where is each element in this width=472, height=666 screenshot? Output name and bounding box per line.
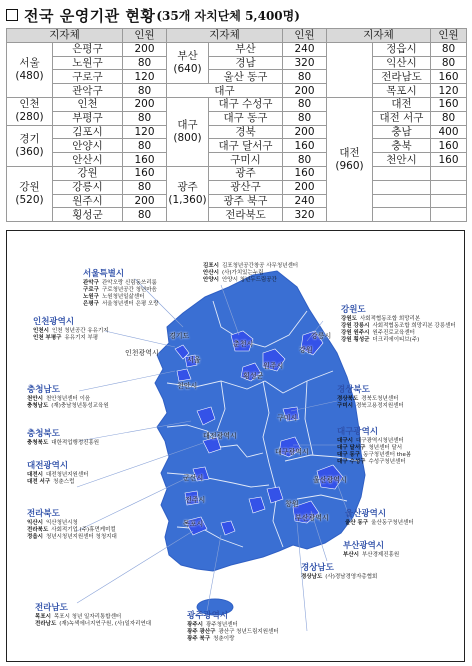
district-count: 80: [123, 208, 167, 222]
district-name: 김포시: [53, 125, 123, 139]
row-org: 원주진로교육센터: [372, 330, 415, 336]
row-org: 사회적협동조합 희망리본: [359, 316, 421, 322]
district-name: [373, 166, 431, 180]
district-name: 부산: [209, 42, 283, 56]
row-org: 대전청년지원센터: [45, 472, 89, 478]
district-count: 80: [431, 42, 467, 56]
region-row: [83, 301, 233, 308]
district-count: 80: [123, 56, 167, 70]
title-sub: (35개 자치단체 5,400명): [156, 8, 300, 23]
district-count: 80: [123, 111, 167, 125]
district-name: 대전: [373, 97, 431, 111]
region-row: [27, 534, 177, 541]
table-row: [7, 125, 467, 139]
table-row: [7, 208, 467, 222]
row-org: 관악오랑 신림동쓰리룸: [101, 280, 157, 286]
region-row: [83, 280, 233, 287]
table-row: [7, 70, 467, 84]
district-name: 전라남도: [373, 70, 431, 84]
district-count: 240: [283, 194, 327, 208]
region-group-chungnam: [27, 383, 177, 410]
region-row: [337, 396, 465, 403]
row-org: 청년시청년지원센터 청청지대: [45, 534, 117, 540]
district-count: 400: [431, 125, 467, 139]
row-district: 천안시: [27, 396, 43, 402]
district-name: 원주시: [53, 194, 123, 208]
row-org: 대한적업행정진흥원: [51, 440, 100, 446]
region-busan: 부산 (640): [167, 42, 209, 83]
empty-cell: [431, 208, 467, 222]
row-org: 서울청년센터 은평 오랑: [101, 301, 159, 307]
region-name: 울산광역시: [345, 509, 387, 519]
region-name: 인천광역시: [33, 317, 75, 327]
district-count: 120: [123, 70, 167, 84]
pin-mokpo: 목포시: [183, 520, 204, 528]
district-count: 80: [283, 97, 327, 111]
region-group-seoul: [83, 267, 233, 308]
district-count: 80: [283, 111, 327, 125]
table-row: [7, 180, 467, 194]
region-name: 대구광역시: [337, 427, 379, 437]
row-org: 목포시 청년 일자리통합센터: [53, 614, 122, 620]
row-district: 충청북도: [27, 440, 49, 446]
row-district: 울산 동구: [345, 520, 369, 526]
row-district: 강원도: [341, 316, 357, 322]
region-row: [83, 294, 233, 301]
row-org: 수성구청년센터: [368, 459, 406, 465]
district-name: 구로구: [53, 70, 123, 84]
district-name: 대구 달서구: [209, 139, 283, 153]
row-org: 청년센터 달서: [368, 445, 403, 451]
empty-cell: [431, 180, 467, 194]
district-name: 대전 서구: [373, 111, 431, 125]
district-count: 200: [123, 42, 167, 56]
district-count: 80: [431, 56, 467, 70]
row-district: 대구 동구: [337, 452, 361, 458]
page-title: [6, 4, 300, 26]
row-district: 강원 횡성군: [341, 337, 370, 343]
district-name: 인천: [53, 97, 123, 111]
district-count: 160: [123, 166, 167, 180]
district-name: 강릉시: [53, 180, 123, 194]
institution-table: [6, 28, 467, 222]
empty-cell: [373, 208, 431, 222]
pin-busan: 부산광역시: [295, 514, 329, 522]
region-group-gwangju: [187, 609, 337, 643]
region-row: [341, 323, 465, 330]
gyeonggi-row: 안양시 안양시 청년두드림공간: [203, 277, 277, 283]
header-count-2: 인원: [283, 29, 327, 43]
region-row: [341, 316, 465, 323]
region-name: 부산광역시: [343, 541, 385, 551]
row-district: 부산시: [343, 552, 359, 558]
table-row: [7, 84, 467, 98]
district-count: 320: [283, 56, 327, 70]
district-count: 160: [431, 139, 467, 153]
row-org: (재)충남청년통성교육원: [51, 403, 109, 409]
pin-gunsan: 군산시: [183, 474, 204, 482]
region-name: 충청남도: [27, 385, 60, 395]
region-name: 강원도: [341, 305, 366, 315]
district-name: 강원: [53, 166, 123, 180]
pin-gumi: 구미시: [277, 414, 298, 422]
row-org: 천안청년센터 이음: [45, 396, 91, 402]
row-district: 인천시: [33, 328, 49, 334]
row-org: 청춘스럽: [53, 479, 75, 485]
row-district: 익산시: [27, 520, 43, 526]
district-count: 200: [123, 97, 167, 111]
region-row: [337, 438, 465, 445]
row-org: (재)녹색에너지연구원, (사)일자리연대: [59, 621, 152, 627]
region-group-ulsan: [345, 507, 465, 527]
header-count-3: 인원: [431, 29, 467, 43]
district-name: 광주: [209, 166, 283, 180]
district-count: 160: [431, 97, 467, 111]
row-district: 목포시: [35, 614, 51, 620]
row-district: 은평구: [83, 301, 99, 307]
region-row: [27, 479, 177, 486]
district-name: 천안시: [373, 153, 431, 167]
region-group-gyeongbuk: [337, 383, 465, 410]
region-name: 전라남도: [35, 603, 68, 613]
district-count: 80: [123, 180, 167, 194]
region-row: [341, 337, 465, 344]
region-row: [337, 445, 465, 452]
region-row: [345, 520, 465, 527]
region-row: [27, 527, 177, 534]
pin-daejeon: 대전광역시: [203, 432, 237, 440]
region-group-jeonbuk: [27, 507, 177, 541]
pin-seoul: 서울: [187, 356, 201, 364]
pin-cheonan: 천안시: [177, 382, 198, 390]
district-name: 광산구: [209, 180, 283, 194]
row-org: 사회적협동조합 희망리본 강릉센터: [372, 323, 456, 329]
row-district: 전라남도: [35, 621, 57, 627]
region-row: [35, 614, 185, 621]
row-org: 구로청년공간 청년마음: [101, 287, 157, 293]
region-row: [27, 472, 177, 479]
row-district: 광주시: [187, 622, 203, 628]
row-district: 대구 수성구: [337, 459, 366, 465]
district-name: 전라북도: [209, 208, 283, 222]
table-row: [7, 42, 467, 56]
pin-wonju: 원주시: [263, 362, 284, 370]
region-incheon: 인천 (280): [7, 97, 53, 125]
region-group-gyeongnam: [301, 561, 451, 581]
region-gangwon: 강원 (520): [7, 166, 53, 221]
pin-hoengseong: 횡성군: [243, 372, 264, 380]
row-district: 구로구: [83, 287, 99, 293]
district-name: 익산시: [373, 56, 431, 70]
row-org: 익산청년시청: [45, 520, 78, 526]
district-count: 320: [283, 208, 327, 222]
row-org: 노원청년일삶센터: [101, 294, 145, 300]
region-group-jeonnam: [35, 601, 185, 628]
row-org: 동구청년센터 the봄: [363, 452, 412, 458]
region-name: 전라북도: [27, 509, 60, 519]
region-row: [337, 403, 465, 410]
district-name: 노원구: [53, 56, 123, 70]
region-group-daegu: [337, 425, 465, 466]
district-count: 80: [283, 153, 327, 167]
header-count-1: 인원: [123, 29, 167, 43]
row-district: 구미시: [337, 403, 353, 409]
region-gyeonggi: 경기 (360): [7, 125, 53, 166]
region-row: [27, 403, 177, 410]
table-row: [7, 194, 467, 208]
district-count: 200: [283, 84, 327, 98]
region-group-busan: [343, 539, 465, 559]
table-row: [7, 153, 467, 167]
pin-jeonju: 전주시: [185, 496, 206, 504]
region-name: 충청북도: [27, 429, 60, 439]
district-name: 목포시: [373, 84, 431, 98]
checkbox-square-icon: [6, 9, 18, 21]
region-row: [187, 636, 337, 643]
pin-changwon: 창원: [285, 500, 299, 508]
row-district: 광주 광산구: [187, 629, 216, 635]
district-count: 160: [431, 70, 467, 84]
district-name: 광주 북구: [209, 194, 283, 208]
header-region-2: 지자체: [167, 29, 283, 43]
district-count: 80: [123, 84, 167, 98]
header-region-3: 지자체: [327, 29, 431, 43]
district-count: 160: [431, 153, 467, 167]
region-seoul: 서울 (480): [7, 42, 53, 97]
row-org: 울산동구청년센터: [371, 520, 414, 526]
region-row: [33, 335, 183, 342]
region-daejeon: 대전 (960): [327, 97, 373, 221]
empty-cell: [373, 180, 431, 194]
region-row: [301, 574, 451, 581]
row-district: 대구 달서구: [337, 445, 366, 451]
table-row: [7, 97, 467, 111]
gyeonggi-row: 김포시 김포청년공간창공 사무청년센터: [203, 263, 299, 269]
table-row: [7, 166, 467, 180]
gyeonggi-row: 안산시 (사)가치있는누림: [203, 270, 264, 276]
district-count: 120: [123, 125, 167, 139]
row-district: 대구시: [337, 438, 353, 444]
pin-incheon: 인천광역시: [125, 349, 159, 357]
region-row: [35, 621, 185, 628]
region-name: 광주광역시: [187, 611, 229, 621]
region-name: 대전광역시: [27, 461, 69, 471]
row-district: 대전 서구: [27, 479, 51, 485]
region-name: 서울특별시: [83, 269, 125, 279]
row-org: 유유기지 부평: [64, 335, 99, 341]
district-count: 80: [431, 111, 467, 125]
region-group-incheon: [33, 315, 183, 342]
row-district: 인천 부평구: [33, 335, 62, 341]
district-name: 은평구: [53, 42, 123, 56]
header-region-1: 지자체: [7, 29, 123, 43]
table-header-row: [7, 29, 467, 43]
region-row: [27, 396, 177, 403]
empty-cell: [373, 194, 431, 208]
row-district: 강원 원주시: [341, 330, 370, 336]
district-count: 240: [283, 42, 327, 56]
row-district: 대전시: [27, 472, 43, 478]
row-org: 대구광역시청년센터: [355, 438, 404, 444]
region-group-daejeon: [27, 459, 177, 486]
region-row: [187, 629, 337, 636]
korea-map: [6, 230, 465, 662]
district-count: 160: [283, 139, 327, 153]
row-district: 충청남도: [27, 403, 49, 409]
row-district: 관악구: [83, 280, 99, 286]
district-name: 구미시: [209, 153, 283, 167]
row-district: 경상북도: [337, 396, 359, 402]
row-org: 광산구 청년드림지원센터: [218, 629, 279, 635]
district-name: 경북: [209, 125, 283, 139]
row-org: 부산경제진흥원: [361, 552, 400, 558]
district-count: 160: [123, 153, 167, 167]
row-org: 경북고용정지원센터: [355, 403, 404, 409]
title-main: 전국 운영기관 현황: [24, 6, 156, 25]
row-org: (사)경남경영자총협회: [325, 574, 378, 580]
region-row: [83, 287, 233, 294]
pin-ulsan: 울산광역시: [313, 476, 347, 484]
region-row: [343, 552, 465, 559]
region-group-chungbuk: [27, 427, 177, 447]
region-daegu: 대구 (800): [167, 97, 209, 166]
region-row: [27, 440, 177, 447]
region-row: [33, 328, 183, 335]
region-name: 경상북도: [337, 385, 370, 395]
district-count: 200: [283, 125, 327, 139]
row-district: 노원구: [83, 294, 99, 300]
row-district: 정읍시: [27, 534, 43, 540]
district-count: 80: [123, 139, 167, 153]
row-district: 전라북도: [27, 527, 49, 533]
pin-gangneung: 강릉시: [311, 332, 332, 340]
row-org: 더크리에이티브(주): [372, 337, 420, 343]
region-name: 경상남도: [301, 563, 334, 573]
district-name: 충남: [373, 125, 431, 139]
region-row: [337, 459, 465, 466]
district-count: 200: [283, 180, 327, 194]
district-name: 충북: [373, 139, 431, 153]
row-org: 인천 청년공간 유유기지: [51, 328, 109, 334]
pin-daegu: 대구광역시: [275, 448, 309, 456]
district-name: 정읍시: [373, 42, 431, 56]
pin-gangwon: 강원: [299, 346, 313, 354]
region-gwangju: 광주 (1,360): [167, 166, 209, 221]
row-org: 광주청년센터: [205, 622, 238, 628]
table-row: [7, 111, 467, 125]
region-jeonbuk-blank: [327, 42, 373, 97]
district-name: 경남: [209, 56, 283, 70]
district-name: 횡성군: [53, 208, 123, 222]
region-row: [341, 330, 465, 337]
district-name: 울산 동구: [209, 70, 283, 84]
district-name: 부평구: [53, 111, 123, 125]
district-name: 안양시: [53, 139, 123, 153]
region-group-gangwon: [341, 303, 465, 344]
district-name: 대구 동구: [209, 111, 283, 125]
table-row: [7, 56, 467, 70]
pin-gyeonggi: 경기도: [169, 332, 190, 340]
district-count: 200: [123, 194, 167, 208]
row-org: 사회적기업 (주)휴먼케미컬: [51, 527, 116, 533]
district-count: [431, 166, 467, 180]
region-row: [187, 622, 337, 629]
row-org: 청춘이랑: [213, 636, 235, 642]
region-row: [27, 520, 177, 527]
district-name: 대구: [167, 84, 283, 98]
row-org: 경북도청년센터: [361, 396, 399, 402]
district-name: 대구 수성구: [209, 97, 283, 111]
district-name: 관악구: [53, 84, 123, 98]
district-count: 80: [283, 70, 327, 84]
district-count: 160: [283, 166, 327, 180]
pin-chuncheon: 춘천시: [233, 340, 254, 348]
district-name: 안산시: [53, 153, 123, 167]
empty-cell: [431, 194, 467, 208]
row-district: 광주 북구: [187, 636, 211, 642]
row-district: 경상남도: [301, 574, 323, 580]
table-row: [7, 139, 467, 153]
row-district: 강원 강릉시: [341, 323, 370, 329]
district-count: 120: [431, 84, 467, 98]
region-row: [337, 452, 465, 459]
